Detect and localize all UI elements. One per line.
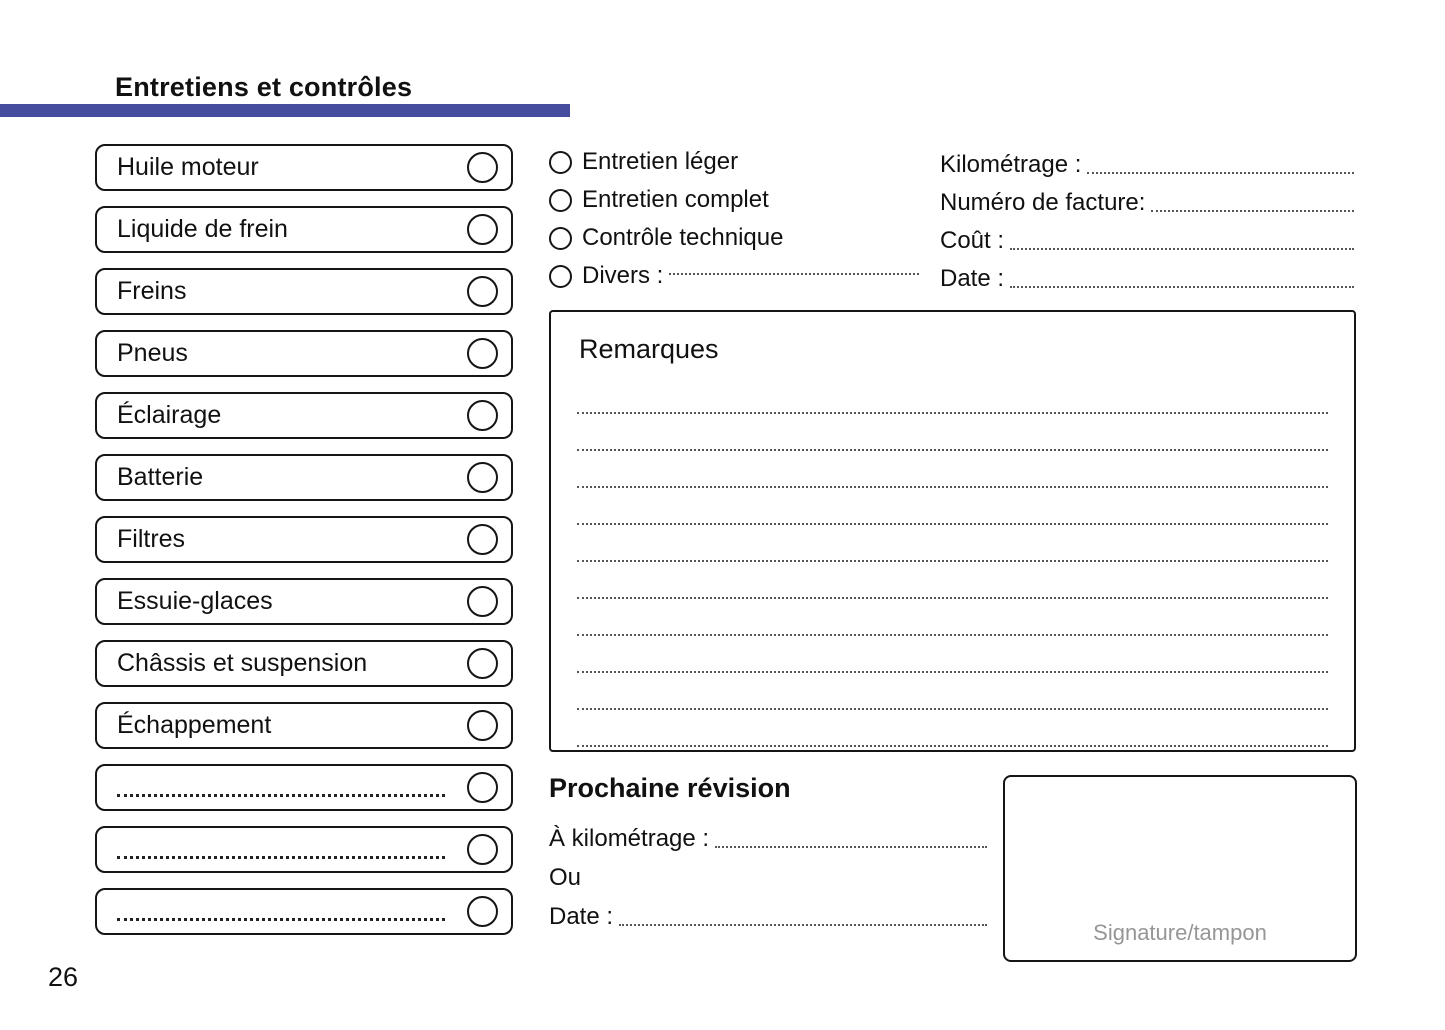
or-separator <box>549 855 989 894</box>
dotted-line <box>577 562 1328 599</box>
dotted-line <box>1087 172 1354 174</box>
signature-placeholder: Signature/tampon <box>1093 920 1267 945</box>
dotted-line <box>669 273 919 275</box>
dotted-line <box>619 924 987 926</box>
checkbox-circle[interactable] <box>467 400 498 431</box>
blank-entry-line <box>117 794 445 797</box>
checkbox-circle[interactable] <box>467 648 498 679</box>
field-next-date <box>549 894 989 933</box>
dotted-line <box>577 710 1328 747</box>
dotted-line <box>577 414 1328 451</box>
option-entretien-complet <box>549 181 921 219</box>
option-controle-technique <box>549 219 921 257</box>
field-label: Numéro de facture: <box>940 189 1146 216</box>
option-label: Contrôle technique <box>582 224 784 251</box>
field-label: Kilométrage : <box>940 151 1082 178</box>
radio-circle[interactable] <box>549 265 572 288</box>
checklist-row-blank-3 <box>95 888 513 935</box>
remarks-box <box>549 310 1356 752</box>
blank-entry-line <box>117 918 445 921</box>
checkbox-circle[interactable] <box>467 276 498 307</box>
page-number: 26 <box>48 962 79 992</box>
checklist-row-freins <box>95 268 513 315</box>
checkbox-circle[interactable] <box>467 710 498 741</box>
dotted-line <box>577 525 1328 562</box>
dotted-line <box>577 673 1328 710</box>
checklist-row-chassis-suspension <box>95 640 513 687</box>
dotted-line <box>577 599 1328 636</box>
checklist-label: Liquide de frein <box>117 215 288 243</box>
dotted-line <box>577 451 1328 488</box>
field-cout <box>940 219 1356 257</box>
checklist-row-liquide-de-frein <box>95 206 513 253</box>
checklist-label: Échappement <box>117 711 272 739</box>
field-next-km <box>549 816 989 855</box>
blank-entry-line <box>117 856 445 859</box>
field-label: Coût : <box>940 227 1005 254</box>
next-service-title: Prochaine révision <box>549 773 791 803</box>
checklist-row-echappement <box>95 702 513 749</box>
checklist-row-essuie-glaces <box>95 578 513 625</box>
checklist-label: Châssis et suspension <box>117 649 368 677</box>
radio-circle[interactable] <box>549 151 572 174</box>
radio-circle[interactable] <box>549 227 572 250</box>
field-label: Date : <box>549 903 614 930</box>
checkbox-circle[interactable] <box>467 214 498 245</box>
field-kilometrage <box>940 143 1356 181</box>
dotted-line <box>1010 286 1354 288</box>
checklist-row-blank-1 <box>95 764 513 811</box>
or-label: Ou <box>549 864 582 891</box>
title-underline <box>0 104 570 117</box>
checklist-label: Essuie-glaces <box>117 587 273 615</box>
dotted-line <box>577 377 1328 414</box>
checklist-row-eclairage <box>95 392 513 439</box>
signature-stamp-box <box>1003 775 1357 962</box>
checkbox-circle[interactable] <box>467 772 498 803</box>
field-label: Date : <box>940 265 1005 292</box>
checkbox-circle[interactable] <box>467 524 498 555</box>
field-numero-facture <box>940 181 1356 219</box>
dotted-line <box>715 846 987 848</box>
dotted-line <box>1010 248 1354 250</box>
checklist-label: Huile moteur <box>117 153 259 181</box>
page-title: Entretiens et contrôles <box>115 72 413 102</box>
service-type-options <box>549 143 921 295</box>
remarks-lines <box>551 377 1354 747</box>
checkbox-circle[interactable] <box>467 896 498 927</box>
option-entretien-leger <box>549 143 921 181</box>
checkbox-circle[interactable] <box>467 338 498 369</box>
checklist-row-filtres <box>95 516 513 563</box>
radio-circle[interactable] <box>549 189 572 212</box>
dotted-line <box>577 488 1328 525</box>
checklist-label: Éclairage <box>117 401 222 429</box>
field-date <box>940 257 1356 295</box>
option-label: Divers : <box>582 262 664 289</box>
remarks-title: Remarques <box>579 334 719 364</box>
checklist-row-huile-moteur <box>95 144 513 191</box>
checklist-label: Filtres <box>117 525 186 553</box>
checkbox-circle[interactable] <box>467 152 498 183</box>
invoice-fields <box>940 143 1356 295</box>
checkbox-circle[interactable] <box>467 834 498 865</box>
field-label: À kilométrage : <box>549 825 710 852</box>
next-service-section <box>549 773 989 933</box>
option-label: Entretien léger <box>582 148 739 175</box>
option-divers <box>549 257 921 295</box>
checklist-label: Freins <box>117 277 187 305</box>
checkbox-circle[interactable] <box>467 586 498 617</box>
dotted-line <box>577 636 1328 673</box>
checklist-row-batterie <box>95 454 513 501</box>
checklist-label: Batterie <box>117 463 204 491</box>
dotted-line <box>1151 210 1354 212</box>
checklist-label: Pneus <box>117 339 188 367</box>
checklist-row-pneus <box>95 330 513 377</box>
checklist-row-blank-2 <box>95 826 513 873</box>
checkbox-circle[interactable] <box>467 462 498 493</box>
option-label: Entretien complet <box>582 186 769 213</box>
inspection-checklist <box>95 144 513 950</box>
